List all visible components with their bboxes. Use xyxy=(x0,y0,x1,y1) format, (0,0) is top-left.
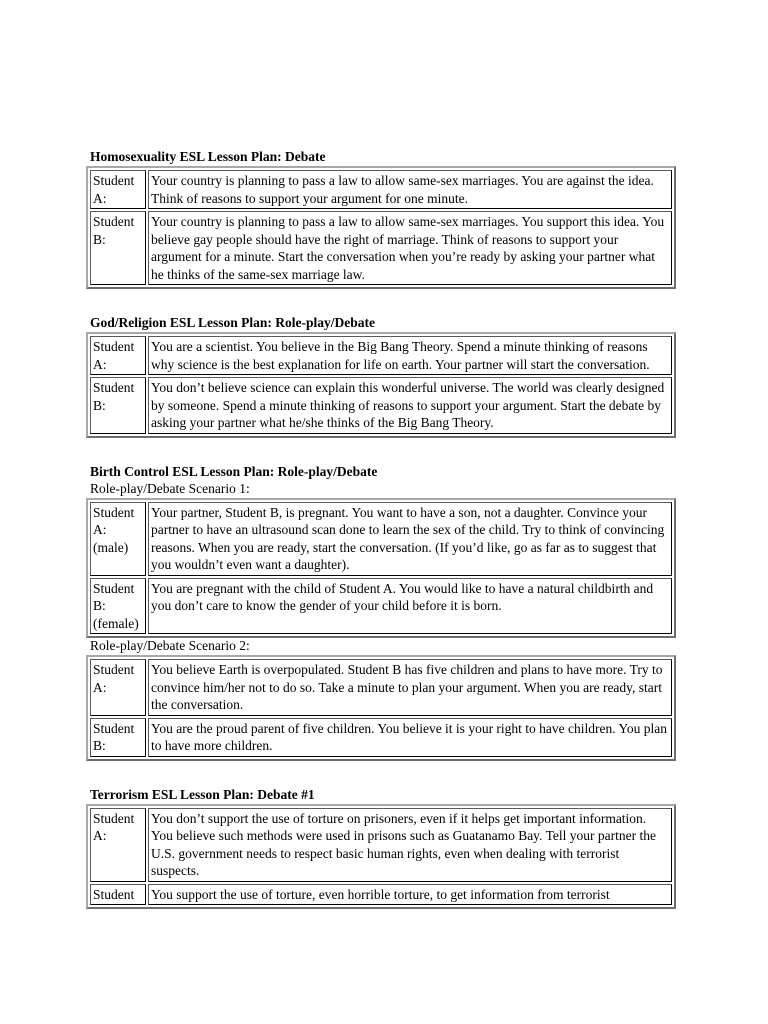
role-cell: Student B: (female) xyxy=(90,578,146,635)
role-cell: Student B: xyxy=(90,377,146,434)
instruction-cell: Your country is planning to pass a law to allow same-sex marriages. You are against the idea. Think of reasons to support your argument for one minute. xyxy=(148,170,672,209)
lesson-table xyxy=(86,332,676,438)
section-title: Terrorism ESL Lesson Plan: Debate #1 xyxy=(90,786,315,802)
lesson-table xyxy=(86,498,676,639)
table-row xyxy=(90,170,672,209)
role-cell: Student A: xyxy=(90,659,146,716)
table-row xyxy=(90,336,672,375)
section-spacer xyxy=(86,289,676,314)
instruction-cell: You are the proud parent of five children. You believe it is your right to have children. You plan to have more children. xyxy=(148,718,672,757)
instruction-cell: Your partner, Student B, is pregnant. You want to have a son, not a daughter. Convince your partner to have an ultrasound scan done to learn the sex of the child. Try to think of convincing reasons. When you are ready, start the conversation. (If you’d like, go as far as to suggest that you wouldn’t even want a daughter). xyxy=(148,502,672,576)
section-terrorism xyxy=(86,786,676,910)
section-title: Birth Control ESL Lesson Plan: Role-play/Debate xyxy=(90,463,378,479)
scenario-label: Role-play/Debate Scenario 1: xyxy=(90,480,250,496)
instruction-cell: You believe Earth is overpopulated. Student B has five children and plans to have more. Try to convince him/her not to do so. Take a minute to plan your argument. When you are ready, start the conversation. xyxy=(148,659,672,716)
table-row xyxy=(90,718,672,757)
table-row xyxy=(90,502,672,576)
role-cell: Student A: xyxy=(90,336,146,375)
section-birth-control xyxy=(86,463,676,761)
role-cell: Student A: (male) xyxy=(90,502,146,576)
instruction-cell: You don’t support the use of torture on prisoners, even if it helps get important information. You believe such methods were used in prisons such as Guatanamo Bay. Tell your partner the U.S. government needs to respect basic human rights, even when dealing with terrorist suspects. xyxy=(148,808,672,882)
table-row xyxy=(90,659,672,716)
table-row xyxy=(90,884,672,906)
lesson-table xyxy=(86,655,676,761)
instruction-cell: You are a scientist. You believe in the Big Bang Theory. Spend a minute thinking of reasons why science is the best explanation for life on earth. Your partner will start the conversation. xyxy=(148,336,672,375)
section-spacer xyxy=(86,438,676,463)
role-cell: Student A: xyxy=(90,170,146,209)
table-row xyxy=(90,377,672,434)
instruction-cell: Your country is planning to pass a law to allow same-sex marriages. You support this idea. You believe gay people should have the right of marriage. Think of reasons to support your argument for a minute. Start the conversation when you’re ready by asking your partner what he thinks of the same-sex marriage law. xyxy=(148,211,672,285)
lesson-table xyxy=(86,166,676,289)
section-title: God/Religion ESL Lesson Plan: Role-play/Debate xyxy=(90,315,376,330)
instruction-cell: You support the use of torture, even horrible torture, to get information from terrorist xyxy=(148,884,672,906)
table-row xyxy=(90,211,672,285)
section-title: Homosexuality ESL Lesson Plan: Debate xyxy=(90,149,326,164)
section-religion xyxy=(86,314,676,438)
table-row xyxy=(90,578,672,635)
section-spacer xyxy=(86,761,676,786)
instruction-cell: You don’t believe science can explain this wonderful universe. The world was clearly designed by someone. Spend a minute thinking of reasons to support your argument. Start the debate by asking your partner what he/she thinks of the Big Bang Theory. xyxy=(148,377,672,434)
role-cell: Student B: xyxy=(90,211,146,285)
instruction-cell: You are pregnant with the child of Student A. You would like to have a natural childbirth and you don’t care to know the gender of your child before it is born. xyxy=(148,578,672,635)
role-cell: Student B: xyxy=(90,718,146,757)
document-page xyxy=(86,148,676,909)
table-row xyxy=(90,808,672,882)
role-cell: Student xyxy=(90,884,146,906)
section-homosexuality xyxy=(86,148,676,289)
lesson-table xyxy=(86,804,676,910)
scenario-label: Role-play/Debate Scenario 2: xyxy=(90,638,250,653)
role-cell: Student A: xyxy=(90,808,146,882)
